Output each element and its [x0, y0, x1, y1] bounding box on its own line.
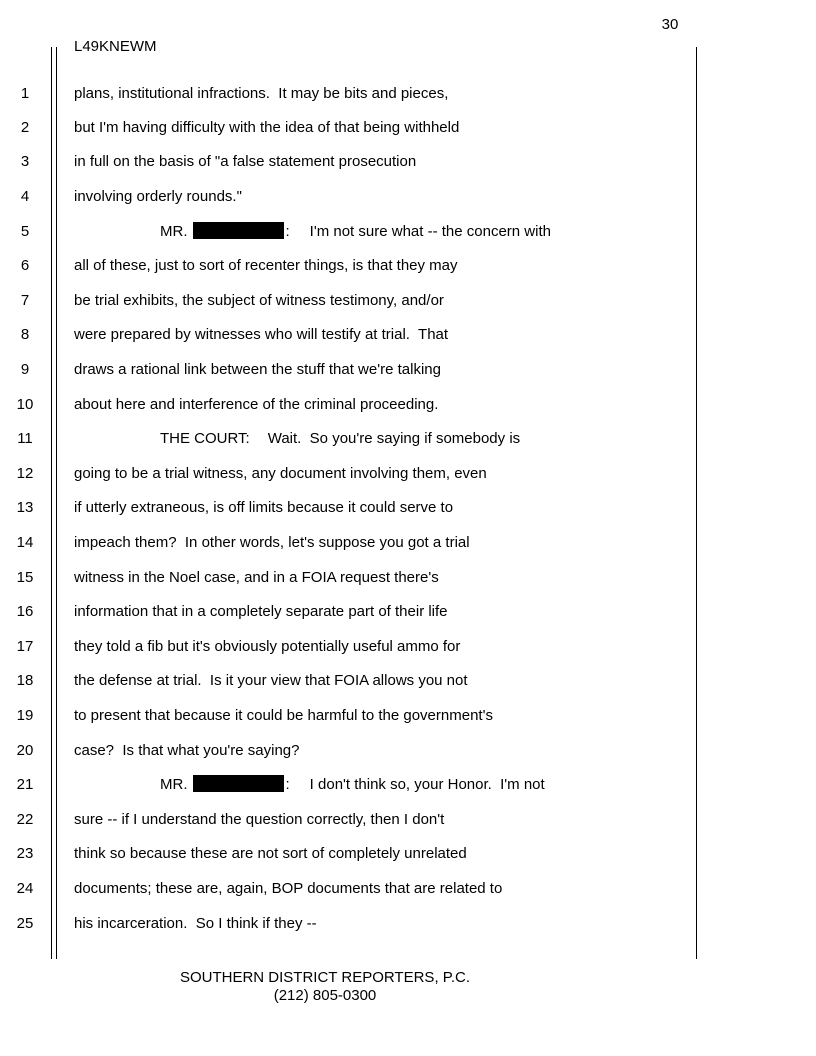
- line-text: to present that because it could be harmful to the government's: [74, 707, 493, 724]
- line-number: 10: [16, 396, 34, 413]
- transcript-line: [0, 496, 700, 520]
- line-number: 9: [20, 361, 30, 378]
- transcript-line: [0, 289, 700, 313]
- spoken-text: I don't think so, your Honor. I'm not: [309, 776, 545, 793]
- footer-phone: (212) 805-0300: [273, 987, 377, 1004]
- line-number: 7: [20, 292, 30, 309]
- line-number: 25: [16, 915, 34, 932]
- line-number: 24: [16, 880, 34, 897]
- footer-reporter: SOUTHERN DISTRICT REPORTERS, P.C.: [179, 969, 471, 986]
- line-text: involving orderly rounds.": [74, 188, 242, 205]
- transcript-line: [0, 185, 700, 209]
- transcript-line: [0, 739, 700, 763]
- line-number: 16: [16, 603, 34, 620]
- transcript-line: [0, 150, 700, 174]
- redaction-block: [193, 775, 284, 792]
- line-number: 8: [20, 326, 30, 343]
- transcript-line: [0, 704, 700, 728]
- line-number: 15: [16, 569, 34, 586]
- transcript-line: [0, 912, 700, 936]
- transcript-line: [0, 566, 700, 590]
- transcript-line: [0, 842, 700, 866]
- line-number: 18: [16, 672, 34, 689]
- speaker-label: MR.: [160, 223, 188, 240]
- line-number: 4: [20, 188, 30, 205]
- spoken-text: Wait. So you're saying if somebody is: [267, 430, 521, 447]
- transcript-line: [0, 531, 700, 555]
- page-number: 30: [661, 16, 679, 33]
- line-text: if utterly extraneous, is off limits because it could serve to: [74, 499, 454, 516]
- line-number: 23: [16, 845, 34, 862]
- transcript-line: [0, 220, 700, 244]
- line-text: sure -- if I understand the question correctly, then I don't: [74, 811, 445, 828]
- line-text: plans, institutional infractions. It may be bits and pieces,: [74, 85, 449, 102]
- spoken-text: I'm not sure what -- the concern with: [309, 223, 551, 240]
- speaker-colon: :: [285, 223, 290, 240]
- line-number: 5: [20, 223, 30, 240]
- transcript-line: [0, 393, 700, 417]
- line-text: case? Is that what you're saying?: [74, 742, 300, 759]
- line-number: 19: [16, 707, 34, 724]
- line-text: going to be a trial witness, any document involving them, even: [74, 465, 487, 482]
- line-text: in full on the basis of "a false statement prosecution: [74, 153, 417, 170]
- line-text: were prepared by witnesses who will testify at trial. That: [74, 326, 449, 343]
- transcript-line: [0, 808, 700, 832]
- line-number: 12: [16, 465, 34, 482]
- line-number: 2: [20, 119, 30, 136]
- speaker-line: [160, 773, 545, 797]
- line-number: 17: [16, 638, 34, 655]
- line-text: but I'm having difficulty with the idea of that being withheld: [74, 119, 460, 136]
- line-text: think so because these are not sort of completely unrelated: [74, 845, 467, 862]
- line-text: information that in a completely separate part of their life: [74, 603, 448, 620]
- line-text: the defense at trial. Is it your view that FOIA allows you not: [74, 672, 468, 689]
- speaker-colon: :: [285, 776, 290, 793]
- transcript-line: [0, 877, 700, 901]
- line-number: 11: [17, 430, 33, 447]
- transcript-line: [0, 773, 700, 797]
- transcript-line: [0, 635, 700, 659]
- speaker-label: MR.: [160, 776, 188, 793]
- line-number: 22: [16, 811, 34, 828]
- line-number: 13: [16, 499, 34, 516]
- line-text: draws a rational link between the stuff that we're talking: [74, 361, 441, 378]
- line-text: documents; these are, again, BOP documents that are related to: [74, 880, 503, 897]
- transcript-line: [0, 462, 700, 486]
- line-number: 3: [20, 153, 30, 170]
- transcript-line: [0, 427, 700, 451]
- line-text: they told a fib but it's obviously potentially useful ammo for: [74, 638, 461, 655]
- redaction-block: [193, 222, 284, 239]
- transcript-line: [0, 669, 700, 693]
- transcript-line: [0, 358, 700, 382]
- transcript-line: [0, 82, 700, 106]
- line-number: 20: [16, 742, 34, 759]
- line-text: about here and interference of the criminal proceeding.: [74, 396, 439, 413]
- line-text: his incarceration. So I think if they --: [74, 915, 317, 932]
- transcript-line: [0, 323, 700, 347]
- speaker-line: [160, 427, 520, 451]
- line-text: impeach them? In other words, let's suppose you got a trial: [74, 534, 470, 551]
- line-text: witness in the Noel case, and in a FOIA request there's: [74, 569, 439, 586]
- transcript-line: [0, 600, 700, 624]
- line-text: all of these, just to sort of recenter things, is that they may: [74, 257, 458, 274]
- line-number: 14: [16, 534, 34, 551]
- transcript-line: [0, 116, 700, 140]
- transcript-line: [0, 254, 700, 278]
- line-number: 21: [16, 776, 34, 793]
- line-text: be trial exhibits, the subject of witness testimony, and/or: [74, 292, 444, 309]
- speaker-line: [160, 220, 551, 244]
- case-id: L49KNEWM: [74, 38, 157, 55]
- line-number: 1: [20, 85, 30, 102]
- line-number: 6: [20, 257, 30, 274]
- speaker-label: THE COURT:: [160, 430, 250, 447]
